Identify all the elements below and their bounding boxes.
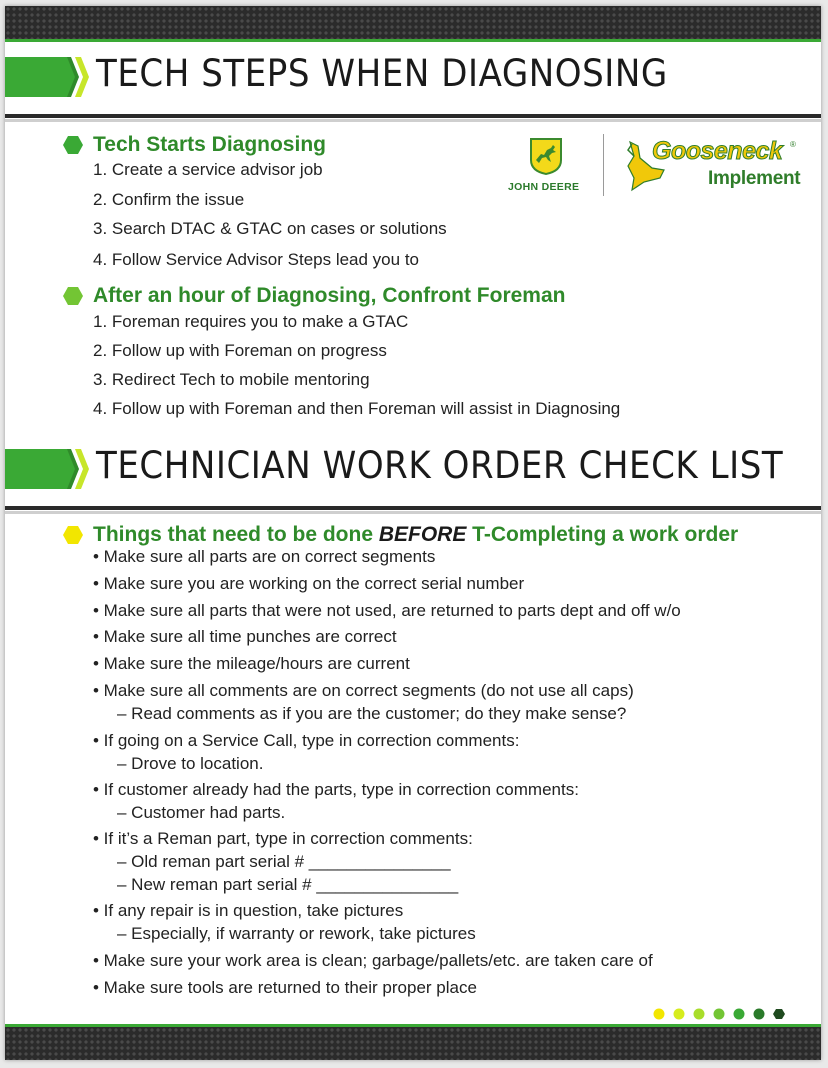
checklist-subitem: – New reman part serial # _______________	[117, 875, 459, 894]
section-title-post: T-Completing a work order	[466, 523, 739, 546]
john-deere-wordmark: JOHN DEERE	[508, 181, 580, 193]
top-green-line	[5, 39, 821, 42]
section-title	[93, 523, 738, 547]
list-item: 4. Follow Service Advisor Steps lead you to	[93, 250, 419, 269]
heading-tech-steps	[5, 48, 821, 126]
leaping-deer-icon	[527, 136, 565, 176]
checklist-item: • Make sure all parts that were not used, are returned to parts dept and off w/o	[93, 601, 681, 620]
list-item: 4. Follow up with Foreman and then Foreman will assist in Diagnosing	[93, 399, 621, 418]
heading-rule-light	[5, 119, 821, 122]
logo-block	[500, 124, 800, 204]
decorative-dot	[754, 1009, 765, 1020]
page-heading: TECHNICIAN WORK ORDER CHECK LIST	[96, 444, 784, 487]
decorative-dot	[773, 1009, 785, 1019]
gooseneck-wordmark: Gooseneck	[652, 137, 783, 165]
implement-wordmark: Implement	[708, 168, 801, 189]
checklist-item: • If any repair is in question, take pictures	[93, 901, 404, 920]
checklist-item: • Make sure you are working on the correct serial number	[93, 574, 525, 593]
chevron-arrow-icon	[5, 57, 93, 97]
decorative-dot	[694, 1009, 705, 1020]
heading-rule-light	[5, 511, 821, 514]
checklist-item: • Make sure the mileage/hours are current	[93, 654, 410, 673]
checklist-item: • If it’s a Reman part, type in correction comments:	[93, 829, 473, 848]
decorative-dot	[674, 1009, 685, 1020]
checklist-item: • Make sure tools are returned to their proper place	[93, 978, 477, 997]
top-pattern-band	[5, 6, 821, 39]
section-title-emphasis: BEFORE	[378, 523, 467, 546]
registered-mark: ®	[790, 140, 796, 149]
chevron-arrow-icon	[5, 449, 93, 489]
page-heading: TECH STEPS WHEN DIAGNOSING	[96, 52, 668, 95]
checklist-subitem: – Drove to location.	[117, 754, 264, 773]
heading-rule	[5, 114, 821, 118]
decorative-dots	[653, 1008, 793, 1020]
section-title: Tech Starts Diagnosing	[93, 133, 326, 156]
decorative-dot	[714, 1009, 725, 1020]
checklist-item: • If customer already had the parts, type in correction comments:	[93, 780, 579, 799]
checklist-item: • If going on a Service Call, type in correction comments:	[93, 731, 520, 750]
hexagon-icon	[63, 136, 83, 154]
section-before-completing	[63, 522, 738, 548]
hexagon-icon	[63, 287, 83, 305]
heading-work-order-checklist	[5, 440, 821, 518]
section-confront-foreman	[63, 283, 565, 309]
document-page	[5, 6, 821, 1060]
list-item: 2. Confirm the issue	[93, 190, 245, 209]
decorative-dot	[734, 1009, 745, 1020]
logo-divider	[603, 134, 604, 196]
hexagon-icon	[63, 526, 83, 544]
checklist-item: • Make sure your work area is clean; garbage/pallets/etc. are taken care of	[93, 951, 653, 970]
list-item: 2. Follow up with Foreman on progress	[93, 341, 387, 360]
checklist-item: • Make sure all time punches are correct	[93, 627, 397, 646]
checklist-subitem: – Customer had parts.	[117, 803, 286, 822]
list-item: 1. Foreman requires you to make a GTAC	[93, 312, 409, 331]
checklist-subitem: – Especially, if warranty or rework, take pictures	[117, 924, 476, 943]
section-title-pre: Things that need to be done	[93, 523, 379, 546]
list-item: 1. Create a service advisor job	[93, 160, 323, 179]
heading-rule	[5, 506, 821, 510]
checklist-subitem: – Read comments as if you are the customer; do they make sense?	[117, 704, 627, 723]
section-tech-starts	[63, 132, 326, 158]
checklist-item: • Make sure all parts are on correct segments	[93, 547, 436, 566]
bottom-pattern-band	[5, 1027, 821, 1060]
list-item: 3. Redirect Tech to mobile mentoring	[93, 370, 370, 389]
decorative-dot	[654, 1009, 665, 1020]
section-title: After an hour of Diagnosing, Confront Foreman	[93, 284, 566, 307]
list-item: 3. Search DTAC & GTAC on cases or solutions	[93, 219, 447, 238]
checklist-subitem: – Old reman part serial # _______________	[117, 852, 451, 871]
checklist-item: • Make sure all comments are on correct segments (do not use all caps)	[93, 681, 634, 700]
